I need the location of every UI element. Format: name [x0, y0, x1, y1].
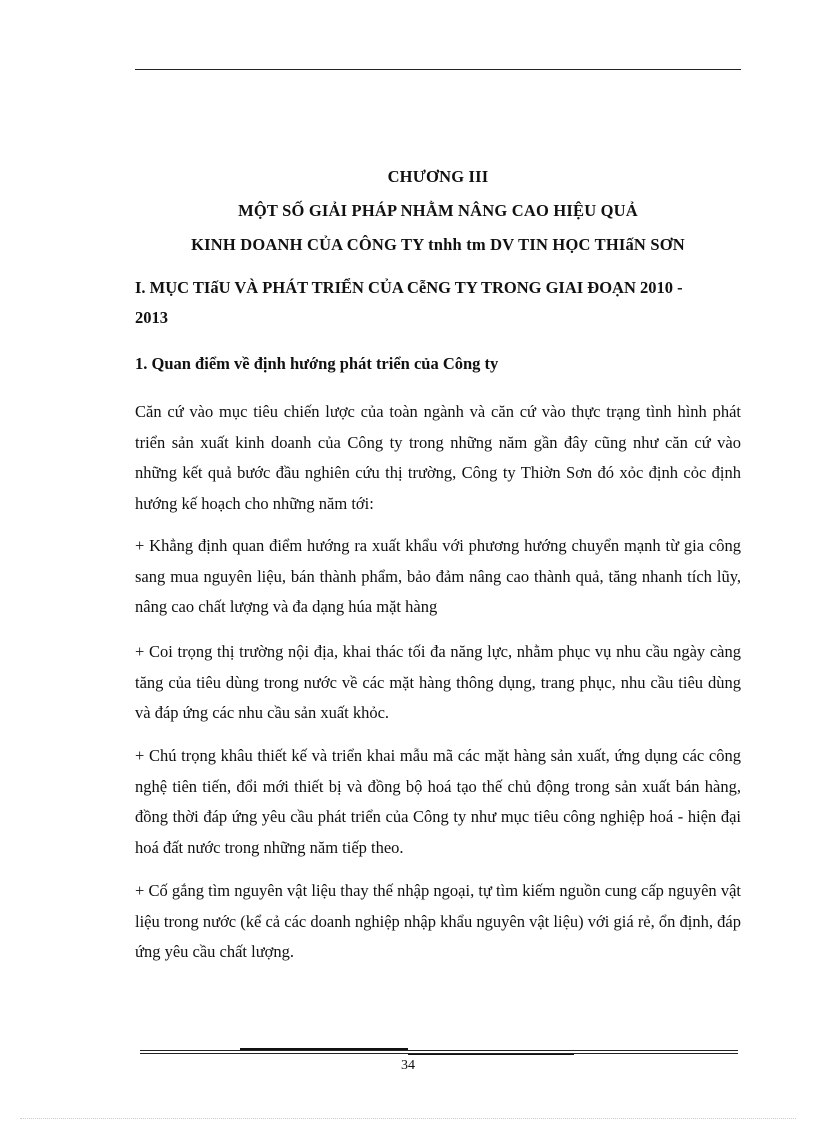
- subsection-heading: 1. Quan điểm về định hướng phát triển của Công ty: [135, 354, 499, 373]
- chapter-number: CHƯƠNG III: [387, 167, 489, 186]
- header-rule: [135, 69, 741, 70]
- section-title-line2: 2013: [135, 308, 168, 327]
- footer-rule: [140, 1050, 738, 1056]
- section-heading: [135, 273, 741, 333]
- chapter-heading: [135, 160, 741, 262]
- paragraph-point-2: + Coi trọng thị trường nội địa, khai thác tối đa năng lực, nhằm phục vụ nhu cầu ngày càng tăng của tiêu dùng trong nước về các mặt hàng thông dụng, trang phục, nhu cầu tiêu dùng và đáp ứng các nhu cầu sản xuất khỏc.: [135, 642, 741, 722]
- paragraph-point-3: + Chú trọng khâu thiết kế và triển khai mẫu mã các mặt hàng sản xuất, ứng dụng các công nghệ tiên tiến, đổi mới thiết bị và đồng bộ hoá tạo thế chủ động trong sản xuất bán hàng, đồng thời đáp ứng yêu cầu phát triển của Công ty như mục tiêu công nghiệp hoá - hiện đại hoá đất nước trong những năm tiếp theo.: [135, 746, 741, 857]
- paragraph-point-1: + Khẳng định quan điểm hướng ra xuất khẩu với phương hướng chuyển mạnh từ gia công sang mua nguyên liệu, bán thành phẩm, bảo đảm nâng cao thành quả, tăng nhanh tích lũy, nâng cao chất lượng và đa dạng húa mặt hàng: [135, 536, 741, 616]
- chapter-subtitle: KINH DOANH CỦA CÔNG TY tnhh tm DV TIN HỌC THIấN SƠN: [191, 235, 685, 254]
- paragraph-point-4: + Cố gắng tìm nguyên vật liệu thay thế nhập ngoại, tự tìm kiếm nguồn cung cấp nguyên vật liệu trong nước (kể cả các doanh nghiệp nhập khẩu nguyên vật liệu) với giá rẻ, ổn định, đáp ứng yêu cầu chất lượng.: [135, 881, 741, 961]
- page-edge-divider: [20, 1118, 796, 1119]
- section-title-line1: I. MỤC TIấU VÀ PHÁT TRIỂN CỦA CễNG TY TRONG GIAI ĐOẠN 2010 -: [135, 278, 683, 297]
- chapter-title: MỘT SỐ GIẢI PHÁP NHẰM NÂNG CAO HIỆU QUẢ: [238, 201, 638, 220]
- paragraph-intro: Căn cứ vào mục tiêu chiến lược của toàn ngành và căn cứ vào thực trạng tình hình phát triển sản xuất kinh doanh của Công ty trong những năm gần đây cũng như căn cứ vào những kết quả bước đầu nghiên cứu thị trường, Công ty Thiờn Sơn đó xỏc định cỏc định hướng kế hoạch cho những năm tới:: [135, 402, 741, 513]
- page-number: 34: [401, 1058, 415, 1073]
